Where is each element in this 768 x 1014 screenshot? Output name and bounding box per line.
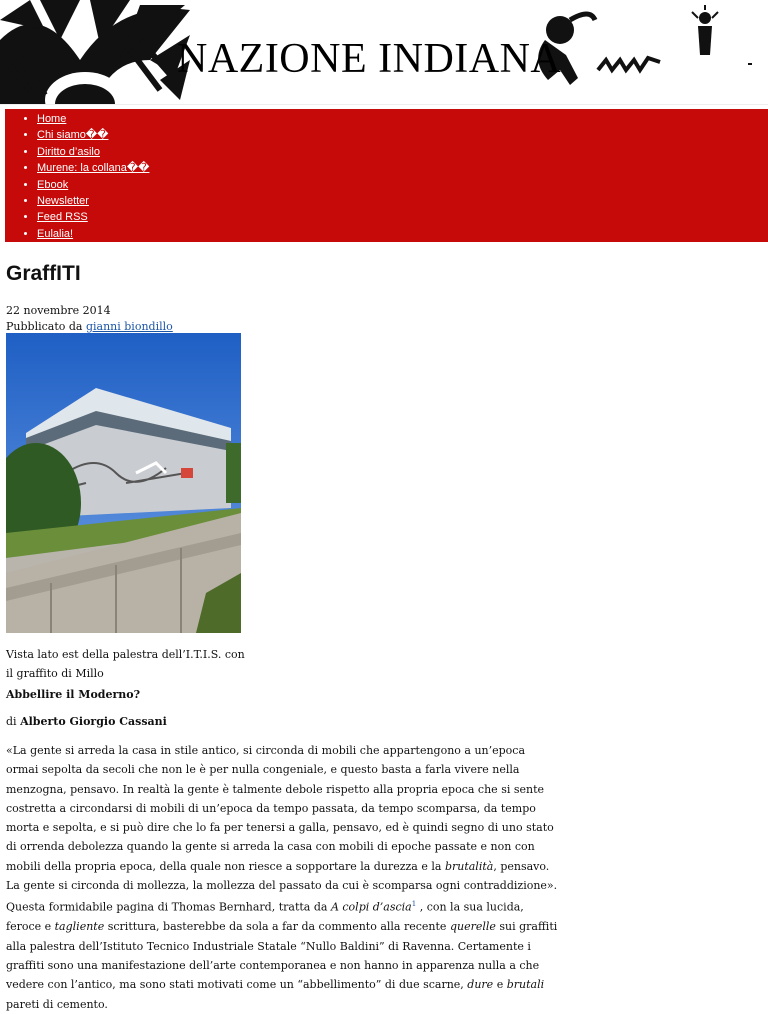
main-navigation (5, 109, 768, 242)
conjunction: e (493, 978, 507, 992)
nav-link-feed-rss[interactable]: Feed RSS (37, 211, 88, 224)
nav-item-home (37, 111, 768, 127)
article-subtitle: Abbellire il Moderno? (6, 688, 141, 701)
nav-item-murene (37, 160, 768, 176)
post-date: 22 novembre 2014 (6, 304, 111, 317)
em-querelle: querelle (449, 920, 496, 934)
snake-icon (598, 58, 660, 70)
paragraph-part-3: , con la sua lucida, feroce e (6, 901, 524, 934)
site-header (0, 0, 768, 105)
em-tagliente: tagliente (54, 920, 105, 934)
nav-item-eulalia (37, 226, 768, 242)
nav-item-feed-rss (37, 209, 768, 225)
nav-link-diritto-asilo[interactable]: Diritto d’asilo (37, 145, 100, 158)
paragraph-part-2: , pensavo. La gente si circonda di mollezza, la mollezza del passato da cui è scomparsa ogni contraddizione». Questa formidabile pagina di Thomas Bernhard, tratta da (6, 859, 558, 915)
book-title: A colpi d’ascia (330, 901, 412, 915)
nav-link-newsletter[interactable]: Newsletter (37, 195, 89, 208)
author-link[interactable]: gianni biondillo (85, 320, 173, 333)
byline-prefix: di (6, 715, 17, 728)
nav-link-eulalia[interactable]: Eulalia! (37, 227, 74, 240)
nav-link-chi-siamo[interactable]: Chi siamo�� (37, 129, 109, 142)
published-by-label: Pubblicato da (6, 320, 83, 333)
em-dure: dure (467, 978, 494, 992)
photo-gym-graffiti (6, 333, 241, 633)
photo-caption: Vista lato est della palestra dell’I.T.I.S. con il graffito di Millo (6, 648, 245, 680)
em-brutalita: brutalità (444, 859, 494, 873)
nav-link-home[interactable]: Home (37, 113, 67, 125)
nav-item-newsletter (37, 193, 768, 209)
nav-link-murene[interactable]: Murene: la collana�� (37, 162, 150, 175)
totem-icon (692, 5, 718, 55)
nav-item-chi-siamo (37, 127, 768, 143)
em-brutali: brutali (506, 978, 545, 992)
nav-item-diritto-asilo (37, 144, 768, 160)
nav-link-ebook[interactable]: Ebook (37, 178, 69, 191)
post-photo[interactable] (6, 333, 241, 633)
nav-item-ebook (37, 177, 768, 193)
paragraph-part-5: sui graffiti alla palestra dell’Istituto Tecnico Industriale Statale “Nullo Baldini” di Ravenna. Certamente i graffiti sono una manifestazione dell’arte contemporanea e non hanno in apparenza nulla a che vedere con l’antico, ma sono stati motivati come un “abbellimento” di due scarne, (6, 920, 558, 992)
post-title[interactable]: GraffITI (6, 262, 81, 285)
footnote-link[interactable]: 1 (411, 900, 417, 909)
sun-logo-icon (0, 0, 190, 104)
paragraph-part-4: scrittura, basterebbe da sola a far da commento alla recente (104, 920, 450, 934)
paragraph-part-6: pareti di cemento. (6, 997, 108, 1011)
site-title[interactable]: NAZIONE INDIANA (177, 36, 562, 82)
article-author: Alberto Giorgio Cassani (20, 715, 167, 728)
article-paragraph (6, 741, 558, 1014)
post-meta (6, 303, 173, 335)
paragraph-part-1: «La gente si arreda la casa in stile antico, si circonda di mobili che appartengono a un’epoca ormai sepolta da secoli che non le è per nulla congeniale, e questo basta a farla vivere nella menzogna, pensavo. In realtà la gente è talmente debole rispetto alla propria epoca che si sente costretta a circondarsi di mobili di un’epoca da tempo passata, da tempo scomparsa, da tempo morta e sepolta, e si può dire che lo fa per tenersi a galla, pensavo, ed è quindi segno di uno stato di orrenda debolezza quando la gente si arreda la casa con mobili di epoche passate e non con mobili della propria epoca, della quale non riesce a sopportare la durezza e la (6, 744, 554, 873)
article-byline (6, 715, 167, 728)
nav-list (5, 109, 768, 242)
